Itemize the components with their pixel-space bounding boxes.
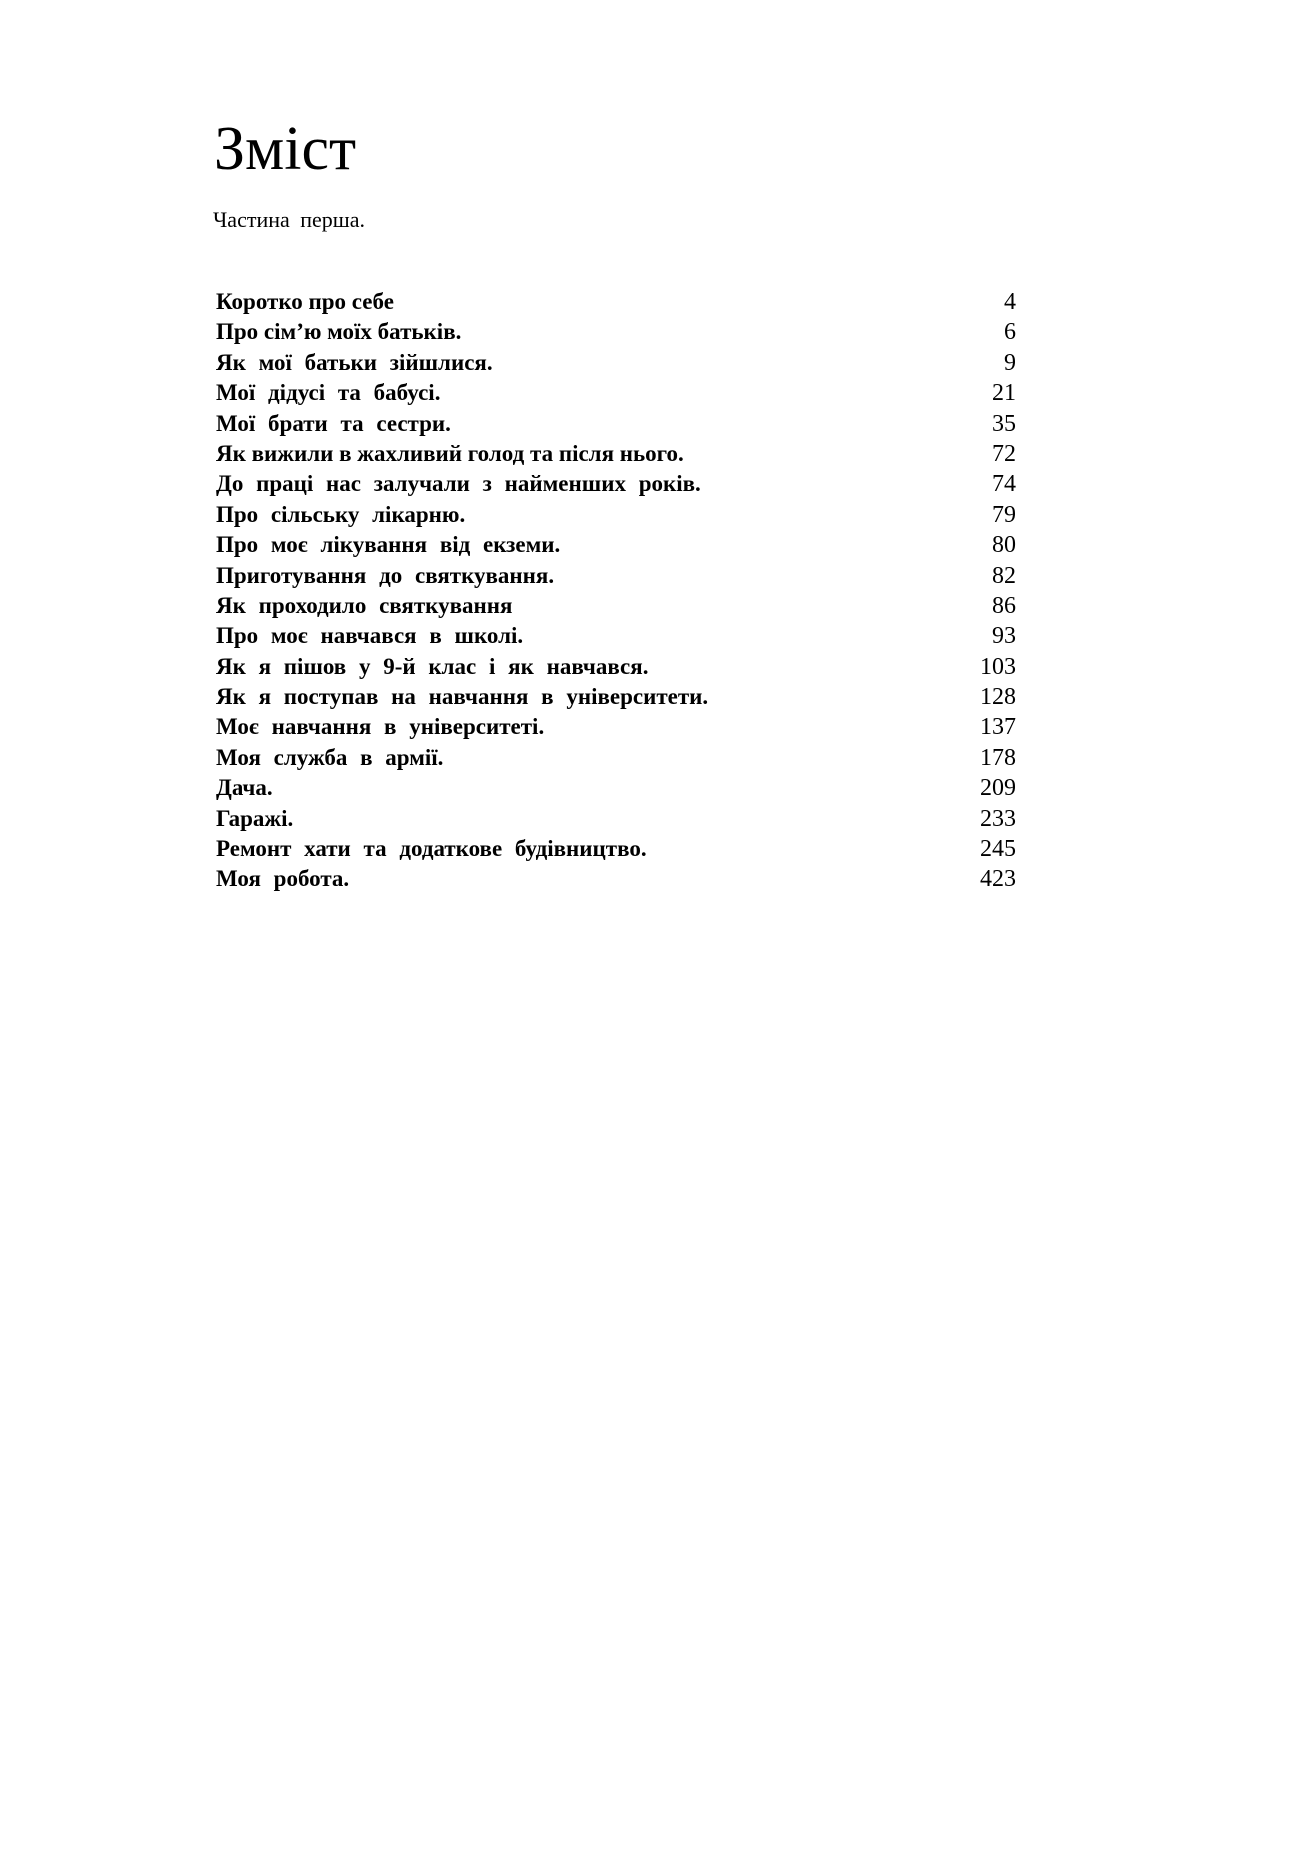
toc-entry-page: 423 xyxy=(980,866,1016,893)
toc-entry-label: Дача. xyxy=(216,775,273,801)
toc-entry-label: Як я поступав на навчання в університети. xyxy=(216,684,709,710)
toc-entry[interactable] xyxy=(216,591,1016,621)
toc-entry-page: 9 xyxy=(1004,349,1016,376)
toc-entry-label: Ремонт хати та додаткове будівництво. xyxy=(216,836,647,862)
toc-entry-page: 82 xyxy=(992,562,1016,589)
toc-entry-page: 79 xyxy=(992,501,1016,528)
toc-entry-label: Моя служба в армії. xyxy=(216,744,444,770)
toc-entry-label: Про моє лікування від екземи. xyxy=(216,532,561,558)
toc-entry-page: 6 xyxy=(1004,319,1016,346)
toc-entry-page: 128 xyxy=(980,684,1016,711)
toc-entry[interactable] xyxy=(216,439,1016,469)
toc-entry-label: Як я пішов у 9-й клас і як навчався. xyxy=(216,653,649,679)
toc-entry[interactable] xyxy=(216,500,1016,530)
toc-entry-page: 245 xyxy=(980,836,1016,863)
toc-entry-label: До праці нас залучали з найменших років. xyxy=(216,471,701,497)
toc-entry-label: Як вижили в жахливий голод та після нього. xyxy=(216,440,684,466)
toc-entry[interactable] xyxy=(216,287,1016,317)
toc-entry[interactable] xyxy=(216,834,1016,864)
toc-entry[interactable] xyxy=(216,348,1016,378)
toc-entry[interactable] xyxy=(216,469,1016,499)
toc-entry[interactable] xyxy=(216,682,1016,712)
toc-entry-page: 86 xyxy=(992,592,1016,619)
toc-entry-label: Гаражі. xyxy=(216,805,294,831)
part-subtitle: Частина перша. xyxy=(213,207,365,232)
toc-entry-label: Про моє навчався в школі. xyxy=(216,623,524,649)
toc-entry-label: Моя робота. xyxy=(216,866,350,892)
toc-entry-page: 74 xyxy=(992,471,1016,498)
toc-entry-label: Про сільську лікарню. xyxy=(216,501,466,527)
toc-entry-page: 35 xyxy=(992,410,1016,437)
toc-entry[interactable] xyxy=(216,743,1016,773)
toc-entry-label: Як проходило святкування xyxy=(216,592,513,618)
toc-entry[interactable] xyxy=(216,621,1016,651)
toc-entry-label: Про сім’ю моїх батьків. xyxy=(216,319,462,345)
toc-entry-label: Мої дідусі та бабусі. xyxy=(216,380,441,406)
toc-entry-page: 178 xyxy=(980,744,1016,771)
toc-entry[interactable] xyxy=(216,530,1016,560)
toc-entry[interactable] xyxy=(216,864,1016,894)
toc-entry[interactable] xyxy=(216,773,1016,803)
toc-entry-label: Приготування до святкування. xyxy=(216,562,555,588)
toc-entry-page: 4 xyxy=(1004,289,1016,315)
toc-entry-page: 93 xyxy=(992,623,1016,650)
toc-entry-page: 233 xyxy=(980,805,1016,832)
toc-entry-page: 209 xyxy=(980,775,1016,802)
toc-entry[interactable] xyxy=(216,804,1016,834)
toc-entry[interactable] xyxy=(216,409,1016,439)
toc-entry[interactable] xyxy=(216,652,1016,682)
table-of-contents xyxy=(216,287,1016,895)
toc-entry-page: 21 xyxy=(992,380,1016,407)
toc-entry-label: Як мої батьки зійшлися. xyxy=(216,349,493,375)
toc-entry[interactable] xyxy=(216,378,1016,408)
toc-entry[interactable] xyxy=(216,561,1016,591)
toc-entry-label: Моє навчання в університеті. xyxy=(216,714,545,740)
toc-entry-page: 103 xyxy=(980,653,1016,680)
toc-entry-label: Мої брати та сестри. xyxy=(216,410,451,436)
toc-entry[interactable] xyxy=(216,317,1016,347)
toc-entry[interactable] xyxy=(216,712,1016,742)
toc-entry-label: Коротко про себе xyxy=(216,289,394,314)
toc-entry-page: 72 xyxy=(992,440,1016,467)
toc-entry-page: 137 xyxy=(980,714,1016,741)
toc-entry-page: 80 xyxy=(992,532,1016,559)
page-title: Зміст xyxy=(214,115,357,183)
